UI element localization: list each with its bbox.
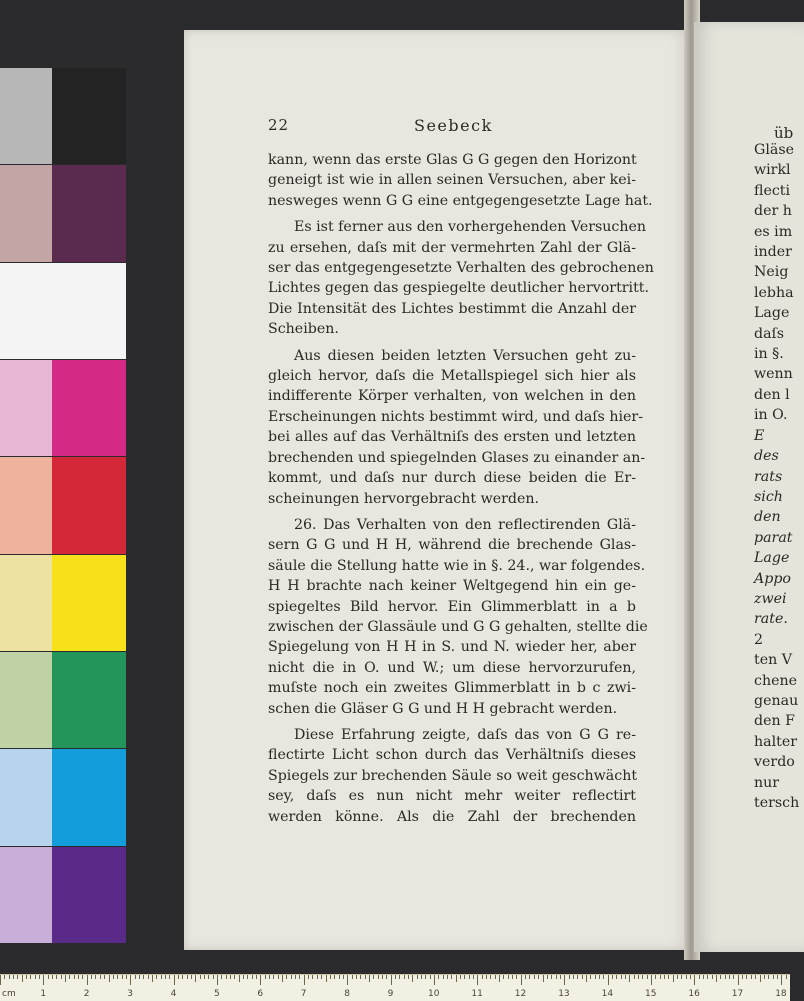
ruler-tick (30, 975, 31, 979)
ruler-tick (490, 975, 491, 979)
ruler-tick (126, 975, 127, 979)
ruler-tick (668, 975, 669, 979)
ruler-tick (729, 975, 730, 979)
ruler-tick (495, 975, 496, 979)
ruler-tick (200, 975, 201, 979)
ruler-tick (430, 975, 431, 979)
ruler-tick (299, 975, 300, 979)
ruler-tick (764, 975, 765, 979)
ruler-tick (43, 975, 44, 985)
ruler-tick (326, 975, 327, 982)
ruler-tick (499, 975, 500, 982)
right-text-line: in O. (754, 407, 788, 424)
text-line: Es ist ferner aus den vorhergehenden Versuchen (294, 219, 647, 236)
ruler-tick (109, 975, 110, 982)
text-line: werden könne. Als die Zahl der brechenden (268, 808, 636, 825)
text-line: sern G G und H H, während die brechende Glas- (268, 537, 636, 554)
ruler-tick (234, 975, 235, 979)
color-patch (52, 847, 126, 943)
ruler-tick (503, 975, 504, 979)
ruler-tick (35, 975, 36, 979)
text-line: Scheiben. (268, 321, 339, 338)
color-patch (0, 457, 52, 553)
ruler-tick (786, 975, 787, 979)
ruler-tick (82, 975, 83, 979)
ruler-number: 15 (645, 989, 657, 999)
right-text-line: wirkl (754, 162, 791, 179)
ruler-tick (781, 975, 782, 985)
ruler-number: 16 (688, 989, 700, 999)
ruler-tick (777, 975, 778, 979)
ruler-tick (582, 975, 583, 979)
right-text-line: nur (754, 774, 780, 791)
ruler-tick (56, 975, 57, 979)
ruler-tick (122, 975, 123, 979)
ruler-tick (417, 975, 418, 979)
ruler-tick (217, 975, 218, 985)
text-line: gleich hervor, daſs die Metallspiegel sich hier als (268, 368, 636, 385)
text-line: 26. Das Verhalten von den reflectirenden Glä- (294, 516, 636, 533)
text-line: kommt, und daſs nur durch diese beiden die Er- (268, 470, 636, 487)
text-line: H H brachte nach keiner Weltgegend hin ein ge- (268, 578, 636, 595)
color-patch (52, 749, 126, 845)
ruler-tick (438, 975, 439, 979)
color-patch (0, 847, 52, 943)
ruler-tick (48, 975, 49, 979)
paragraph (268, 346, 646, 509)
right-text-line: lebha (754, 284, 794, 301)
ruler-tick (352, 975, 353, 979)
right-text-line: parat (754, 529, 793, 546)
right-text-line: 2 (754, 631, 764, 648)
ruler-tick (256, 975, 257, 979)
color-patch (52, 360, 126, 456)
color-patch (0, 360, 52, 456)
color-patch (0, 263, 52, 359)
ruler-tick (733, 975, 734, 979)
text-line: sey, daſs es nun nicht mehr weiter reflectirt (268, 788, 636, 805)
right-text-line: es im (754, 223, 793, 240)
ruler-tick (195, 975, 196, 982)
ruler-tick (191, 975, 192, 979)
right-text-line: Appo (754, 570, 791, 587)
ruler-tick (421, 975, 422, 979)
ruler-tick (451, 975, 452, 979)
ruler-tick (39, 975, 40, 979)
color-patch (52, 457, 126, 553)
ruler-tick (738, 975, 739, 985)
ruler-tick (655, 975, 656, 979)
right-text-line: genau (754, 692, 799, 709)
ruler-tick (0, 975, 1, 985)
text-line: spiegeltes Bild hervor. Ein Glimmerblatt in a b (268, 598, 636, 615)
ruler-tick (174, 975, 175, 985)
ruler-number: 17 (731, 989, 744, 999)
ruler-tick (161, 975, 162, 979)
ruler-tick (634, 975, 635, 979)
ruler-tick (760, 975, 761, 982)
text-line: nesweges wenn G G eine entgegengesetzte Lage hat. (268, 192, 653, 209)
color-patch (52, 165, 126, 261)
ruler-tick (165, 975, 166, 979)
text-line: geneigt ist wie in allen seinen Versuchen, aber kei- (268, 172, 636, 189)
ruler-tick (551, 975, 552, 979)
ruler-tick (130, 975, 131, 985)
paragraph (268, 150, 653, 211)
ruler-tick (768, 975, 769, 979)
ruler-tick (742, 975, 743, 979)
ruler-tick (651, 975, 652, 985)
text-line: nicht die in O. und W.; um diese hervorzurufen, (268, 659, 636, 676)
ruler-tick (586, 975, 587, 982)
ruler-tick (677, 975, 678, 979)
ruler-tick (87, 975, 88, 985)
ruler-tick (91, 975, 92, 979)
ruler-tick (339, 975, 340, 979)
ruler-tick (117, 975, 118, 979)
text-line: muſste noch ein zweites Glimmerblatt in b c zwi- (268, 680, 636, 697)
ruler-tick (178, 975, 179, 979)
right-text-line: flecti (754, 182, 791, 199)
ruler-tick (590, 975, 591, 979)
right-text-line: rats (754, 468, 783, 485)
color-patch (52, 652, 126, 748)
ruler-number: 13 (558, 989, 570, 999)
right-text-line: den F (754, 713, 795, 730)
ruler-tick (690, 975, 691, 979)
ruler-number: 9 (387, 989, 394, 999)
paragraph (268, 217, 654, 339)
ruler-number: 7 (300, 989, 307, 999)
right-page-header: üb (774, 124, 794, 142)
ruler-tick (156, 975, 157, 979)
ruler-tick (52, 975, 53, 979)
ruler-tick (486, 975, 487, 979)
ruler-tick (304, 975, 305, 985)
ruler-tick (356, 975, 357, 979)
ruler-tick (369, 975, 370, 982)
ruler-tick (152, 975, 153, 982)
right-text-line: zwei (754, 590, 787, 607)
ruler-tick (100, 975, 101, 979)
ruler-tick (378, 975, 379, 979)
ruler-tick (282, 975, 283, 982)
ruler-tick (187, 975, 188, 979)
right-text-line: in §. (754, 346, 784, 363)
text-line: Aus diesen beiden letzten Versuchen geht zu- (294, 347, 636, 364)
ruler-tick (321, 975, 322, 979)
ruler-tick (360, 975, 361, 979)
ruler-tick (529, 975, 530, 979)
ruler-tick (425, 975, 426, 979)
ruler-tick (4, 975, 5, 979)
ruler-tick (243, 975, 244, 979)
ruler-tick (204, 975, 205, 979)
ruler-tick (746, 975, 747, 979)
ruler-tick (456, 975, 457, 982)
text-line: Die Intensität des Lichtes bestimmt die Anzahl der (268, 300, 636, 317)
ruler-tick (647, 975, 648, 979)
ruler-tick (113, 975, 114, 979)
ruler-tick (751, 975, 752, 979)
ruler-tick (569, 975, 570, 979)
ruler-number: 14 (601, 989, 614, 999)
color-patch (0, 749, 52, 845)
text-line: Erscheinungen nichts bestimmt wird, und daſs hier- (268, 408, 643, 425)
ruler-number: 11 (471, 989, 483, 999)
ruler-tick (686, 975, 687, 979)
ruler-tick (169, 975, 170, 979)
right-text-line: halter (754, 733, 798, 750)
ruler-number: 5 (214, 989, 220, 999)
text-line: säule die Stellung hatte wie in §. 24., war folgendes. (268, 557, 646, 574)
ruler-tick (74, 975, 75, 979)
ruler-number: 3 (127, 989, 133, 999)
ruler-tick (286, 975, 287, 979)
ruler-tick (482, 975, 483, 979)
ruler-tick (460, 975, 461, 979)
ruler-tick (412, 975, 413, 982)
text-line: scheinungen hervorgebracht werden. (268, 490, 540, 507)
ruler-tick (512, 975, 513, 979)
right-page-text (754, 140, 800, 813)
ruler-tick (295, 975, 296, 979)
right-text-line: inder (754, 244, 792, 261)
ruler-tick (278, 975, 279, 979)
ruler-tick (508, 975, 509, 979)
text-line: Diese Erfahrung zeigte, daſs das von G G re- (294, 726, 636, 743)
ruler-tick (26, 975, 27, 979)
ruler-tick (464, 975, 465, 979)
ruler-tick (330, 975, 331, 979)
ruler-number: 8 (344, 989, 350, 999)
ruler-tick (556, 975, 557, 979)
color-patch (0, 68, 52, 164)
right-text-line: des (754, 448, 779, 465)
body-text (268, 150, 654, 833)
ruler-tick (391, 975, 392, 985)
right-text-line: Neig (754, 264, 789, 281)
ruler-tick (252, 975, 253, 979)
ruler-tick (538, 975, 539, 979)
ruler-tick (308, 975, 309, 979)
ruler-tick (213, 975, 214, 979)
right-text-line: rate. (754, 611, 788, 628)
text-line: Lichtes gegen das gespiegelte deutlicher hervortritt. (268, 280, 650, 297)
ruler-tick (95, 975, 96, 979)
ruler-tick (681, 975, 682, 979)
right-text-line: der h (754, 203, 792, 220)
ruler-tick (525, 975, 526, 979)
ruler-tick (447, 975, 448, 979)
ruler-tick (312, 975, 313, 979)
ruler-tick (725, 975, 726, 979)
ruler-tick (265, 975, 266, 979)
color-checker (0, 68, 126, 944)
text-line: bei alles auf das Verhältniſs des ersten und letzten (268, 429, 636, 446)
right-text-line: Lage (754, 305, 790, 322)
ruler-tick (573, 975, 574, 979)
ruler-tick (291, 975, 292, 979)
ruler-tick (239, 975, 240, 982)
ruler-number: 6 (257, 989, 264, 999)
ruler-tick (603, 975, 604, 979)
ruler-tick (699, 975, 700, 979)
ruler-tick (642, 975, 643, 979)
color-patch (52, 263, 126, 359)
ruler-tick (712, 975, 713, 979)
ruler-tick (516, 975, 517, 979)
ruler-tick (273, 975, 274, 979)
ruler-number: 18 (775, 989, 787, 999)
ruler-tick (373, 975, 374, 979)
text-line: ser das entgegengesetzte Verhalten des gebrochenen (268, 260, 654, 277)
ruler-tick (135, 975, 136, 979)
ruler-tick (477, 975, 478, 985)
text-line: Spiegels zur brechenden Säule so weit geschwächt (268, 767, 638, 784)
right-text-line: tersch (754, 795, 800, 811)
ruler-tick (226, 975, 227, 979)
color-patch (52, 555, 126, 651)
ruler-tick (638, 975, 639, 979)
ruler-number: 12 (514, 989, 527, 999)
ruler-tick (664, 975, 665, 979)
right-text-line: ten V (754, 652, 792, 669)
ruler-tick (404, 975, 405, 979)
ruler-tick (434, 975, 435, 985)
text-line: brechenden und spiegelnden Glases zu einander an- (268, 449, 646, 466)
right-text-line: E (754, 427, 765, 444)
right-text-line: daſs (754, 325, 785, 342)
ruler-tick (17, 975, 18, 979)
ruler-tick (182, 975, 183, 979)
right-text-line: den l (754, 386, 790, 403)
ruler-tick (22, 975, 23, 982)
ruler-tick (755, 975, 756, 979)
ruler-tick (260, 975, 261, 985)
right-text-line: wenn (754, 366, 793, 383)
ruler-tick (365, 975, 366, 979)
ruler-tick (143, 975, 144, 979)
ruler-tick (673, 975, 674, 982)
ruler-number: 4 (170, 989, 177, 999)
ruler-tick (703, 975, 704, 979)
paragraph (268, 515, 648, 719)
ruler-tick (625, 975, 626, 979)
ruler-tick (221, 975, 222, 979)
ruler-tick (334, 975, 335, 979)
right-text-line: Lage (754, 550, 790, 567)
right-text-line: sich (754, 488, 783, 505)
text-line: zu ersehen, daſs mit der vermehrten Zahl der Glä- (268, 239, 636, 256)
ruler-tick (230, 975, 231, 979)
ruler-tick (773, 975, 774, 979)
ruler-tick (61, 975, 62, 979)
ruler-tick (395, 975, 396, 979)
ruler-tick (269, 975, 270, 979)
page-number: 22 (268, 116, 290, 134)
ruler-tick (408, 975, 409, 979)
color-patch (52, 68, 126, 164)
ruler-tick (694, 975, 695, 985)
color-patch (0, 165, 52, 261)
ruler-tick (599, 975, 600, 979)
ruler-tick (720, 975, 721, 979)
ruler-number: 2 (83, 989, 90, 999)
ruler-tick (382, 975, 383, 979)
ruler-tick (660, 975, 661, 979)
ruler-number: 10 (428, 989, 440, 999)
ruler-tick (608, 975, 609, 985)
ruler-tick (621, 975, 622, 979)
text-line: zwischen der Glassäule und G G gehalten, stellte die (268, 618, 648, 635)
right-text-line: Gläse (754, 142, 795, 158)
ruler-tick (473, 975, 474, 979)
ruler-tick (612, 975, 613, 979)
ruler-tick (595, 975, 596, 979)
text-line: Spiegelung von H H in S. und N. wieder her, aber (268, 639, 636, 656)
ruler-tick (208, 975, 209, 979)
text-line: schen die Gläser G G und H H gebracht werden. (268, 700, 618, 717)
ruler-tick (69, 975, 70, 979)
right-text-line: den (754, 509, 781, 526)
color-patch (0, 555, 52, 651)
ruler-tick (577, 975, 578, 979)
ruler-tick (443, 975, 444, 979)
ruler-tick (139, 975, 140, 979)
ruler-tick (13, 975, 14, 979)
text-line: kann, wenn das erste Glas G G gegen den Horizont (268, 152, 637, 168)
ruler-tick (716, 975, 717, 982)
ruler-tick (547, 975, 548, 979)
ruler-tick (543, 975, 544, 982)
measurement-ruler (0, 974, 790, 1001)
ruler-tick (560, 975, 561, 979)
text-line: flectirte Licht schon durch das Verhältniſs dieses (268, 747, 636, 764)
running-title: Seebeck (414, 116, 493, 135)
ruler-tick (247, 975, 248, 979)
ruler-number: 1 (40, 989, 47, 999)
ruler-tick (534, 975, 535, 979)
ruler-tick (399, 975, 400, 979)
ruler-tick (78, 975, 79, 979)
ruler-unit: cm (2, 989, 16, 999)
ruler-tick (386, 975, 387, 979)
ruler-tick (521, 975, 522, 985)
ruler-tick (469, 975, 470, 979)
right-text-line: chene (754, 672, 798, 689)
ruler-tick (347, 975, 348, 985)
ruler-tick (629, 975, 630, 982)
ruler-tick (104, 975, 105, 979)
color-patch (0, 652, 52, 748)
ruler-tick (9, 975, 10, 979)
ruler-tick (65, 975, 66, 982)
ruler-ticks (0, 975, 790, 987)
right-text-line: verdo (754, 754, 795, 771)
ruler-tick (148, 975, 149, 979)
ruler-tick (616, 975, 617, 979)
paragraph (268, 725, 636, 827)
ruler-tick (343, 975, 344, 979)
ruler-tick (564, 975, 565, 985)
ruler-tick (707, 975, 708, 979)
text-line: indifferente Körper verhalten, von welchen in den (268, 388, 636, 405)
ruler-tick (317, 975, 318, 979)
